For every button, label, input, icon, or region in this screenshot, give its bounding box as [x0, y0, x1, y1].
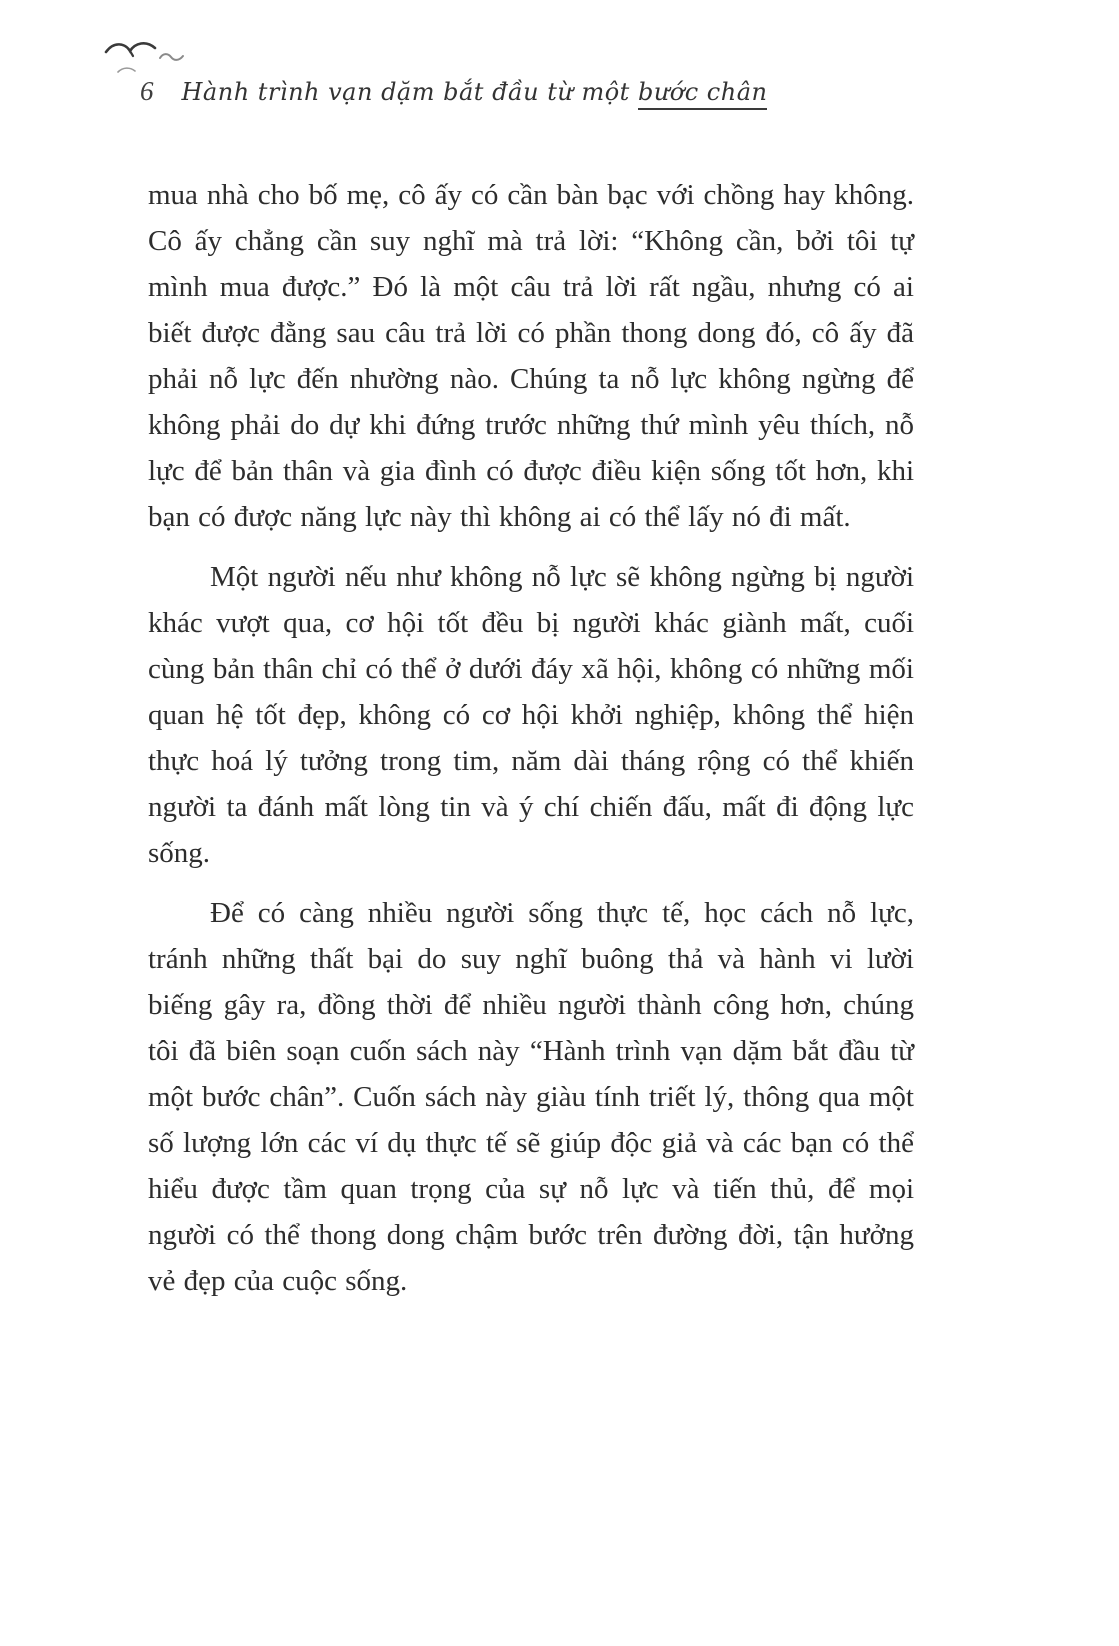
paragraph: Để có càng nhiều người sống thực tế, học cách nỗ lực, tránh những thất bại do suy nghĩ buông thả và hành vi lười biếng gây ra, đồng thời để nhiều người thành công hơn, chúng tôi đã biên soạn cuốn sách này “Hành trình vạn dặm bắt đầu từ một bước chân”. Cuốn sách này giàu tính triết lý, thông qua một số lượng lớn các ví dụ thực tế sẽ giúp độc giả và các bạn có thể hiểu được tầm quan trọng của sự nỗ lực và tiến thủ, để mọi người có thể thong dong chậm bước trên đường đời, tận hưởng vẻ đẹp của cuộc sống. [148, 897, 914, 1297]
body-text [148, 172, 914, 1318]
running-title [182, 78, 768, 106]
page-header [140, 76, 919, 107]
running-title-main: Hành trình vạn dặm bắt đầu từ một [181, 78, 638, 106]
running-title-underlined: bước chân [638, 78, 768, 110]
paragraph: mua nhà cho bố mẹ, cô ấy có cần bàn bạc với chồng hay không. Cô ấy chẳng cần suy nghĩ mà trả lời: “Không cần, bởi tôi tự mình mua được.” Đó là một câu trả lời rất ngầu, nhưng có ai biết được đằng sau câu trả lời có phần thong dong đó, cô ấy đã phải nỗ lực đến nhường nào. Chúng ta nỗ lực không ngừng để không phải do dự khi đứng trước những thứ mình yêu thích, nỗ lực để bản thân và gia đình có được điều kiện sống tốt hơn, khi bạn có được năng lực này thì không ai có thể lấy nó đi mất. [148, 179, 914, 533]
paragraph: Một người nếu như không nỗ lực sẽ không ngừng bị người khác vượt qua, cơ hội tốt đều bị người khác giành mất, cuối cùng bản thân chỉ có thể ở dưới đáy xã hội, không có những mối quan hệ tốt đẹp, không có cơ hội khởi nghiệp, không thể hiện thực hoá lý tưởng trong tim, năm dài tháng rộng có thể khiến người ta đánh mất lòng tin và ý chí chiến đấu, mất đi động lực sống. [148, 561, 914, 869]
page-number: 6 [140, 76, 154, 106]
